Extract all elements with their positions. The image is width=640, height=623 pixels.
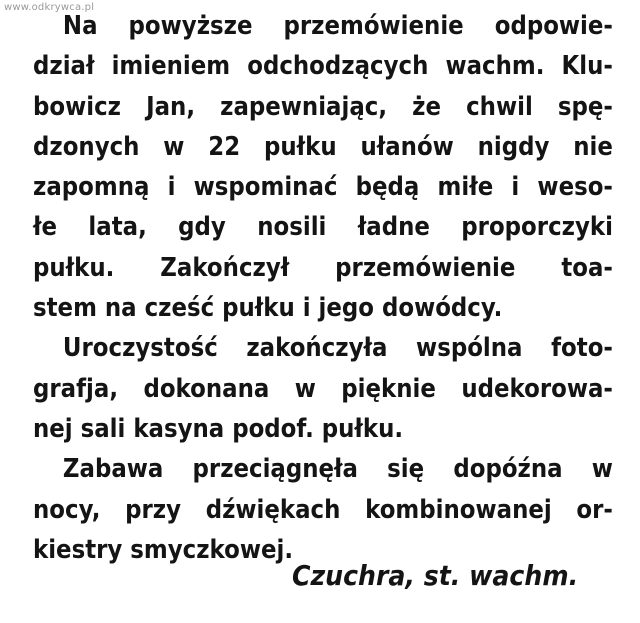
- site-watermark: www.odkrywca.pl: [4, 2, 95, 13]
- text-line: łe lata, gdy nosili ładne proporczyki: [33, 212, 613, 243]
- text-line: zapomną i wspominać będą miłe i weso-: [33, 172, 613, 203]
- text-line: nej sali kasyna podof. pułku.: [33, 413, 404, 444]
- text-line: pułku. Zakończył przemówienie toa-: [33, 252, 613, 283]
- text-line: dzonych w 22 pułku ułanów nigdy nie: [33, 131, 613, 162]
- text-line: stem na cześć pułku i jego dowódcy.: [33, 293, 503, 324]
- text-line: nocy, przy dźwiękach kombinowanej or-: [33, 494, 613, 525]
- article-text: [33, 6, 613, 570]
- text-line: kiestry smyczkowej.: [33, 534, 294, 565]
- text-line: grafja, dokonana w pięknie udekorowa-: [33, 373, 613, 404]
- text-line: dział imieniem odchodzących wachm. Klu-: [33, 51, 613, 82]
- text-line: Uroczystość zakończyła wspólna foto-: [62, 333, 613, 364]
- text-line: Zabawa przeciągnęła się dopóźna w: [62, 454, 613, 485]
- text-line: bowicz Jan, zapewniając, że chwil spę-: [33, 91, 613, 122]
- author-signature: Czuchra, st. wachm.: [292, 559, 579, 592]
- text-line: Na powyższe przemówienie odpowie-: [62, 11, 613, 41]
